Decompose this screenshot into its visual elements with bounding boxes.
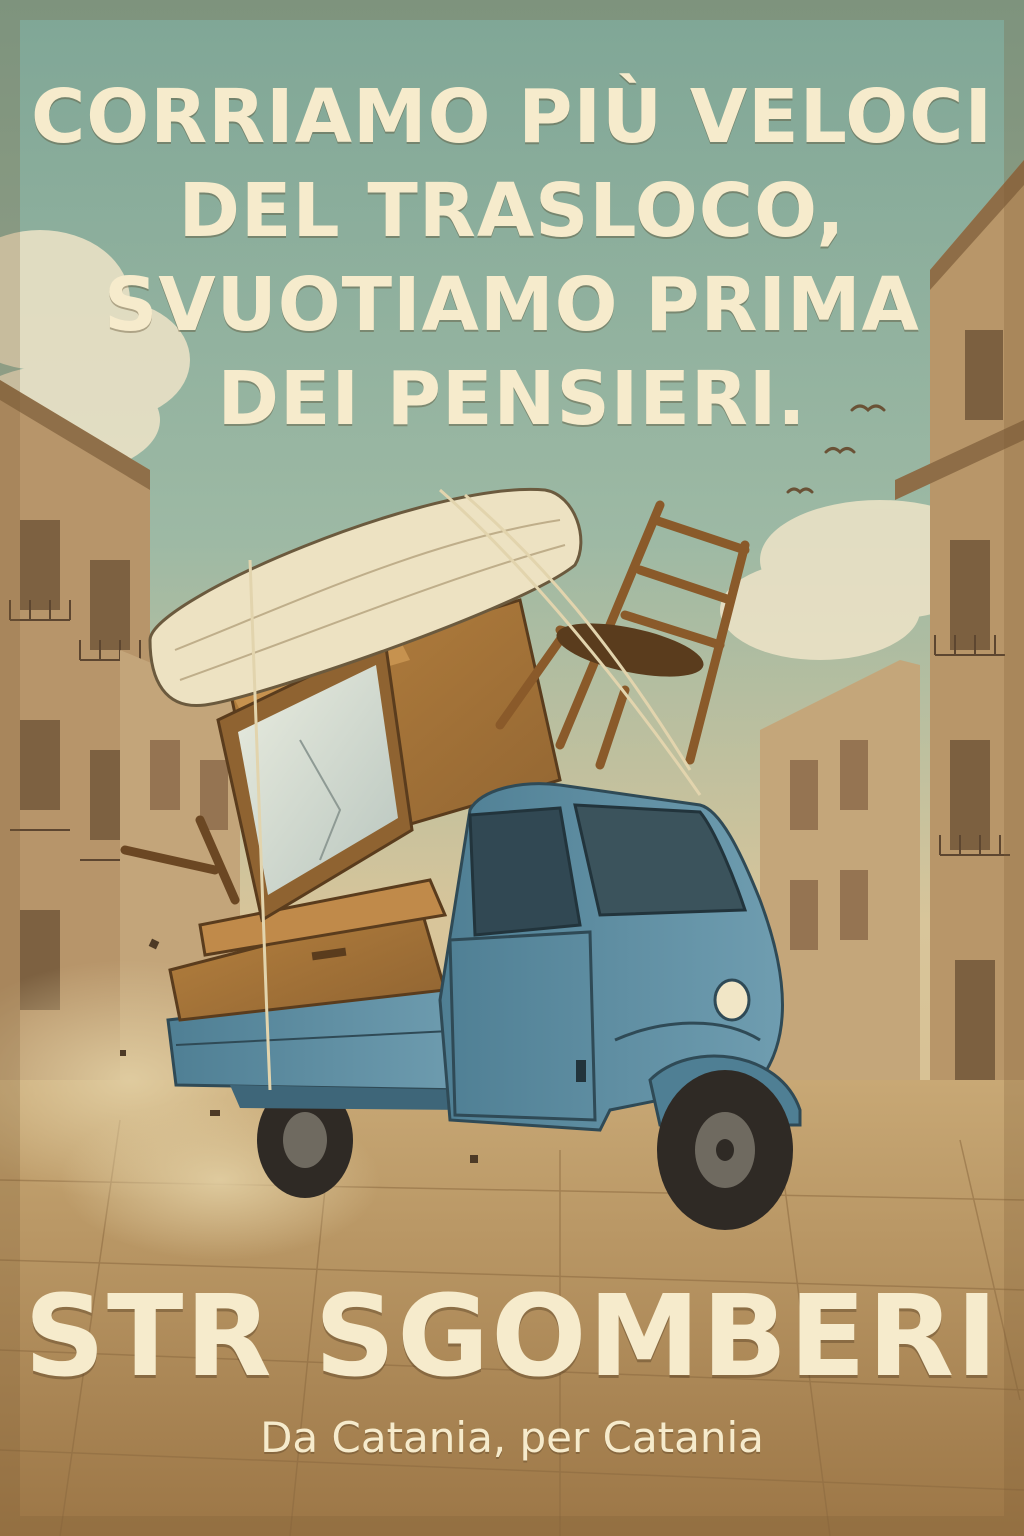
headline-line: SVUOTIAMO PRIMA (104, 262, 920, 348)
headline-line: DEL TRASLOCO, (178, 168, 846, 254)
headline (0, 70, 1024, 446)
headline-line: DEI PENSIERI. (217, 356, 807, 442)
headline-line: CORRIAMO PIÙ VELOCI (31, 74, 993, 160)
brand-tagline: Da Catania, per Catania (260, 1413, 764, 1462)
brand-name: STR SGOMBERI (24, 1272, 1000, 1402)
